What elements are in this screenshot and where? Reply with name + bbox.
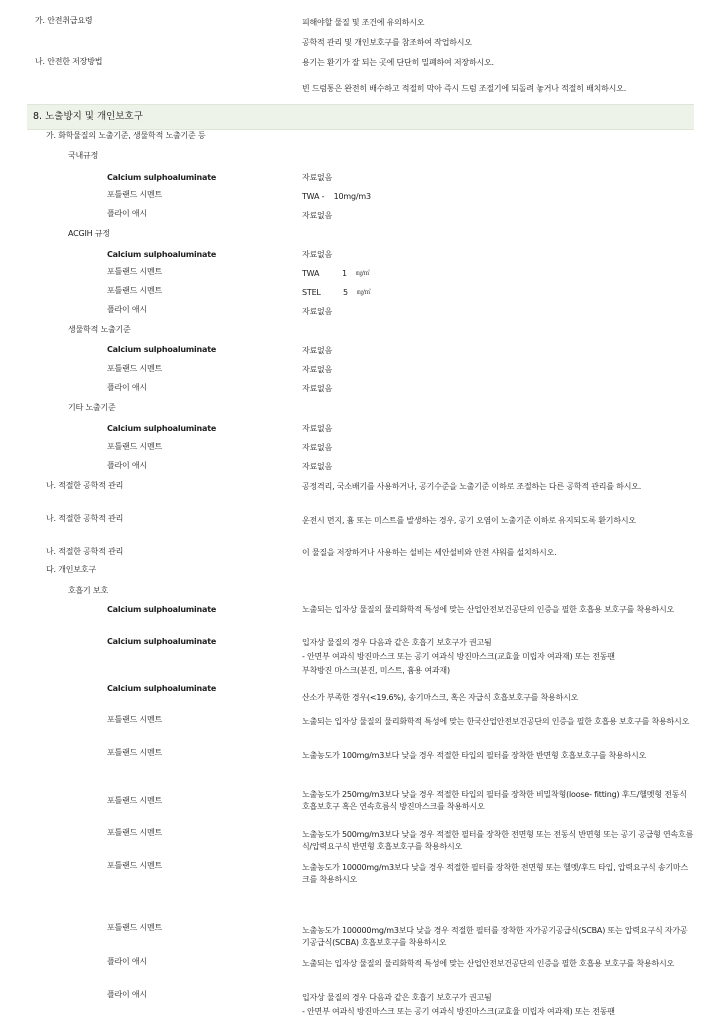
engineering-label-1: 나. 적절한 공학적 관리 (46, 481, 124, 490)
section-8-header (27, 104, 694, 130)
ppe-row11-line2: - 안면부 여과식 방진마스크 또는 공기 여과식 방진마스크(교효율 미립자 여과재) 또는 전동팬 (302, 1007, 615, 1016)
ppe-row7-text: 노출농도가 500mg/m3보다 낮을 경우 적절한 필터를 장착한 전면형 또는 전동식 반면형 또는 공기 공급형 연속흐름식/압력요구식 반면형 호흡보호구를 착용하시오 (302, 830, 694, 851)
acgih-row1-name: Calcium sulphoaluminate (107, 250, 217, 259)
ppe-row6-text: 노출농도가 250mg/m3보다 낮을 경우 적절한 타입의 필터를 장착한 비밀착형(loose- fitting) 후드/헬멧형 전동식 호흡보호구 혹은 연속흐름식 방진마스크를 착용하시오 (302, 790, 687, 811)
other-label: 기타 노출기준 (68, 403, 116, 412)
other-row3-value: 자료없음 (302, 462, 333, 471)
acgih-row4-name: 플라이 애시 (107, 305, 147, 314)
acgih-row2-type: TWA (302, 269, 320, 278)
ppe-row1-text: 노출되는 입자상 물질의 물리화학적 특성에 맞는 산업안전보건공단의 인증을 필한 호흡용 보호구를 착용하시오 (302, 605, 675, 614)
ppe-row9-text: 노출농도가 100000mg/m3보다 낮을 경우 적절한 필터를 장착한 자가공기공급식(SCBA) 또는 압력요구식 자가공기공급식(SCBA) 호흡보호구를 착용하시오 (302, 926, 688, 947)
ppe-row7-name: 포틀랜드 시멘트 (107, 828, 163, 837)
ppe-row11-name: 플라이 애시 (107, 990, 147, 999)
safe-handling-line2: 공학적 관리 및 개인보호구를 참조하여 작업하시오 (302, 38, 472, 47)
ppe-row4-text: 노출되는 입자상 물질의 물리화학적 특성에 맞는 한국산업안전보건공단의 인증을 필한 호흡용 보호구를 착용하시오 (302, 717, 690, 726)
engineering-text-2: 운전시 먼지, 흄 또는 미스트를 발생하는 경우, 공기 오염이 노출기준 이하로 유지되도록 환기하시오 (302, 516, 636, 525)
other-row2-name: 포틀랜드 시멘트 (107, 442, 163, 451)
ppe-row2-line2: - 안면부 여과식 방진마스크 또는 공기 여과식 방진마스크(교효율 미립자 여과재) 또는 전동팬 (302, 652, 615, 661)
ppe-row5-name: 포틀랜드 시멘트 (107, 748, 163, 757)
safe-storage-line2: 빈 드럼통은 완전히 배수하고 적절히 막아 즉시 드럼 조절기에 되돌려 놓거나 적절히 배치하시오. (302, 84, 627, 93)
bio-row3-value: 자료없음 (302, 384, 333, 393)
section-8-title: 8. 노출방지 및 개인보호구 (33, 111, 143, 122)
safe-storage-line1: 용기는 환기가 잘 되는 곳에 단단히 밀폐하여 저장하시오. (302, 58, 494, 67)
ppe-row8-text: 노출농도가 10000mg/m3보다 낮을 경우 적절한 필터를 장착한 전면형 또는 헬멧/후드 타입, 압력요구식 송기마스크를 착용하시오 (302, 863, 688, 884)
acgih-row3-type: STEL (302, 288, 321, 297)
domestic-row3-name: 플라이 애시 (107, 209, 147, 218)
exposure-heading: 가. 화학물질의 노출기준, 생물학적 노출기준 등 (46, 131, 206, 140)
other-row2-value: 자료없음 (302, 443, 333, 452)
domestic-row2-value: TWA - 10mg/m3 (302, 192, 371, 201)
ppe-row8-name: 포틀랜드 시멘트 (107, 861, 163, 870)
ppe-row1-name: Calcium sulphoaluminate (107, 605, 217, 614)
other-row1-name: Calcium sulphoaluminate (107, 424, 217, 433)
domestic-row3-value: 자료없음 (302, 211, 333, 220)
engineering-text-1: 공정격리, 국소배기를 사용하거나, 공기수준을 노출기준 이하로 조절하는 다른 공학적 관리를 하시오. (302, 482, 642, 491)
ppe-heading: 다. 개인보호구 (46, 565, 96, 574)
ppe-row3-name: Calcium sulphoaluminate (107, 684, 217, 693)
bio-row2-value: 자료없음 (302, 365, 333, 374)
other-row3-name: 플라이 애시 (107, 461, 147, 470)
domestic-label: 국내규정 (68, 151, 99, 160)
safe-handling-label: 가. 안전취급요령 (35, 16, 93, 25)
safe-handling-line1: 피해야할 물질 및 조건에 유의하시오 (302, 18, 425, 27)
domestic-row2-name: 포틀랜드 시멘트 (107, 190, 163, 199)
engineering-text-3: 이 물질을 저장하거나 사용하는 설비는 세안설비와 안전 샤워를 설치하시오. (302, 548, 557, 557)
bio-row3-name: 플라이 애시 (107, 383, 147, 392)
ppe-row11-text: 입자상 물질의 경우 다음과 같은 호흡기 보호구가 권고됨 (302, 993, 492, 1002)
ppe-row9-name: 포틀랜드 시멘트 (107, 923, 163, 932)
ppe-row3-text: 산소가 부족한 경우(<19.6%), 송기마스크, 혹은 자급식 호흡보호구를 착용하시오 (302, 693, 579, 702)
ppe-row6-name: 포틀랜드 시멘트 (107, 796, 163, 805)
engineering-label-3: 나. 적절한 공학적 관리 (46, 547, 124, 556)
bio-row1-value: 자료없음 (302, 346, 333, 355)
engineering-label-2: 나. 적절한 공학적 관리 (46, 514, 124, 523)
acgih-row2-unit: ㎎/㎥ (356, 270, 370, 277)
acgih-row3-num: 5 (343, 288, 348, 297)
bio-label: 생물학적 노출기준 (68, 325, 131, 334)
safe-storage-label: 나. 안전한 저장방법 (35, 57, 103, 66)
ppe-row10-name: 플라이 애시 (107, 957, 147, 966)
acgih-row2-num: 1 (342, 269, 347, 278)
acgih-row4-value: 자료없음 (302, 307, 333, 316)
ppe-row2-name: Calcium sulphoaluminate (107, 637, 217, 646)
domestic-row1-value: 자료없음 (302, 173, 333, 182)
acgih-row2-name: 포틀랜드 시멘트 (107, 267, 163, 276)
ppe-row10-text: 노출되는 입자상 물질의 물리화학적 특성에 맞는 산업안전보건공단의 인증을 필한 호흡용 보호구를 착용하시오 (302, 959, 675, 968)
other-row1-value: 자료없음 (302, 424, 333, 433)
ppe-row2-line3: 부착방진 마스크(분진, 미스트, 흄용 여과재) (302, 666, 450, 675)
acgih-label: ACGIH 규정 (68, 229, 110, 238)
bio-row1-name: Calcium sulphoaluminate (107, 345, 217, 354)
ppe-row2-text: 입자상 물질의 경우 다음과 같은 호흡기 보호구가 권고됨 (302, 638, 492, 647)
acgih-row1-value: 자료없음 (302, 250, 333, 259)
respiratory-label: 호흡기 보호 (68, 586, 108, 595)
ppe-row5-text: 노출농도가 100mg/m3보다 낮을 경우 적절한 타입의 필터를 장착한 반면형 호흡보호구를 착용하시오 (302, 751, 647, 760)
ppe-row4-name: 포틀랜드 시멘트 (107, 715, 163, 724)
domestic-row1-name: Calcium sulphoaluminate (107, 173, 217, 182)
acgih-row3-unit: ㎎/㎥ (357, 289, 371, 296)
bio-row2-name: 포틀랜드 시멘트 (107, 364, 163, 373)
acgih-row3-name: 포틀랜드 시멘트 (107, 286, 163, 295)
